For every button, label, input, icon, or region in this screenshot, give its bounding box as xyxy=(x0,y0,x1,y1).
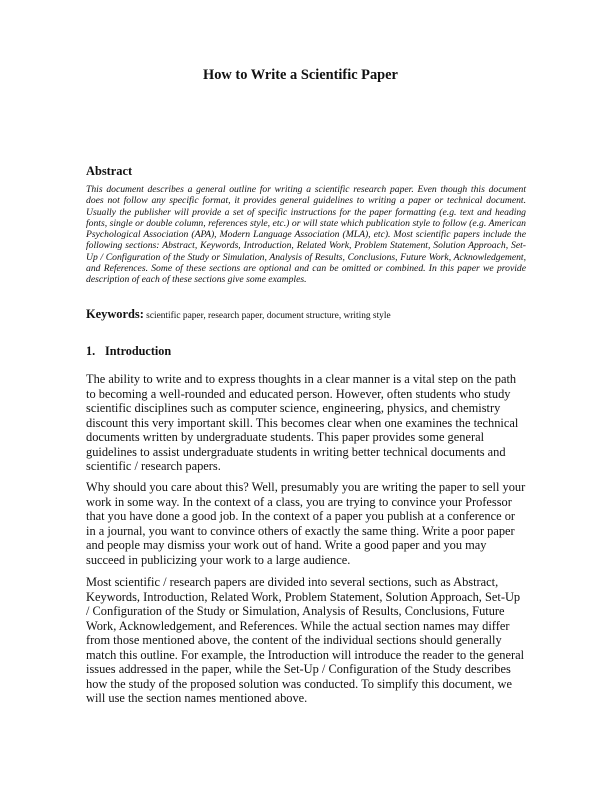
introduction-heading xyxy=(86,344,171,359)
section-number: 1. xyxy=(86,344,96,358)
abstract-text: This document describes a general outline for writing a scientific research paper. Even though this document does not follow any specific format, it provides general guidelines to writing a paper or technical document. Usually the publisher will provide a set of specific instructions for the paper formatting (e.g. text and heading fonts, single or double column, references style, etc.) or will state which publication style to follow (e.g. American Psychological Association (APA), Modern Language Association (MLA), etc). Most scientific papers include the following sections: Abstract, Keywords, Introduction, Related Work, Problem Statement, Solution Approach, Set-Up / Configuration of the Study or Simulation, Analysis of Results, Conclusions, Future Work, Acknowledgement, and References. Some of these sections are optional and can be omitted or combined. In this paper we provide description of each of these sections give some examples. xyxy=(86,184,526,286)
keywords-line xyxy=(86,307,526,323)
intro-paragraph-2: Why should you care about this? Well, presumably you are writing the paper to sell your work in some way. In the context of a class, you are trying to convince your Professor that you have done a good job. In the context of a paper you publish at a conference or in a journal, you want to convince others of exactly the same thing. Write a poor paper and people may dismiss your work out of hand. Write a good paper and you may succeed in publicizing your work to a large audience. xyxy=(86,480,526,567)
intro-paragraph-3: Most scientific / research papers are divided into several sections, such as Abstract, Keywords, Introduction, Related Work, Problem Statement, Solution Approach, Set-Up / Configuration of the Study or Simulation, Analysis of Results, Conclusions, Future Work, Acknowledgement, and References. While the actual section names may differ from those mentioned above, the content of the individual sections should generally match this outline. For example, the Introduction will introduce the reader to the general issues addressed in the paper, while the Set-Up / Configuration of the Study describes how the study of the proposed solution was conducted. To simplify this document, we will use the section names mentioned above. xyxy=(86,575,525,705)
abstract-heading: Abstract xyxy=(86,164,133,178)
section-title: Introduction xyxy=(105,344,172,358)
keywords-label: Keywords: xyxy=(86,307,144,321)
keywords-text: scientific paper, research paper, document structure, writing style xyxy=(146,311,391,321)
intro-paragraph-1: The ability to write and to express thoughts in a clear manner is a vital step on the path to becoming a well-rounded and educated person. However, often students who study scientific disciplines such as computer science, engineering, physics, and chemistry discount this very important skill. This becomes clear when one examines the technical documents written by undergraduate students. This paper provides some general guidelines to assist undergraduate students in writing better technical documents and scientific / research papers. xyxy=(86,372,519,473)
paper-title: How to Write a Scientific Paper xyxy=(203,67,398,83)
